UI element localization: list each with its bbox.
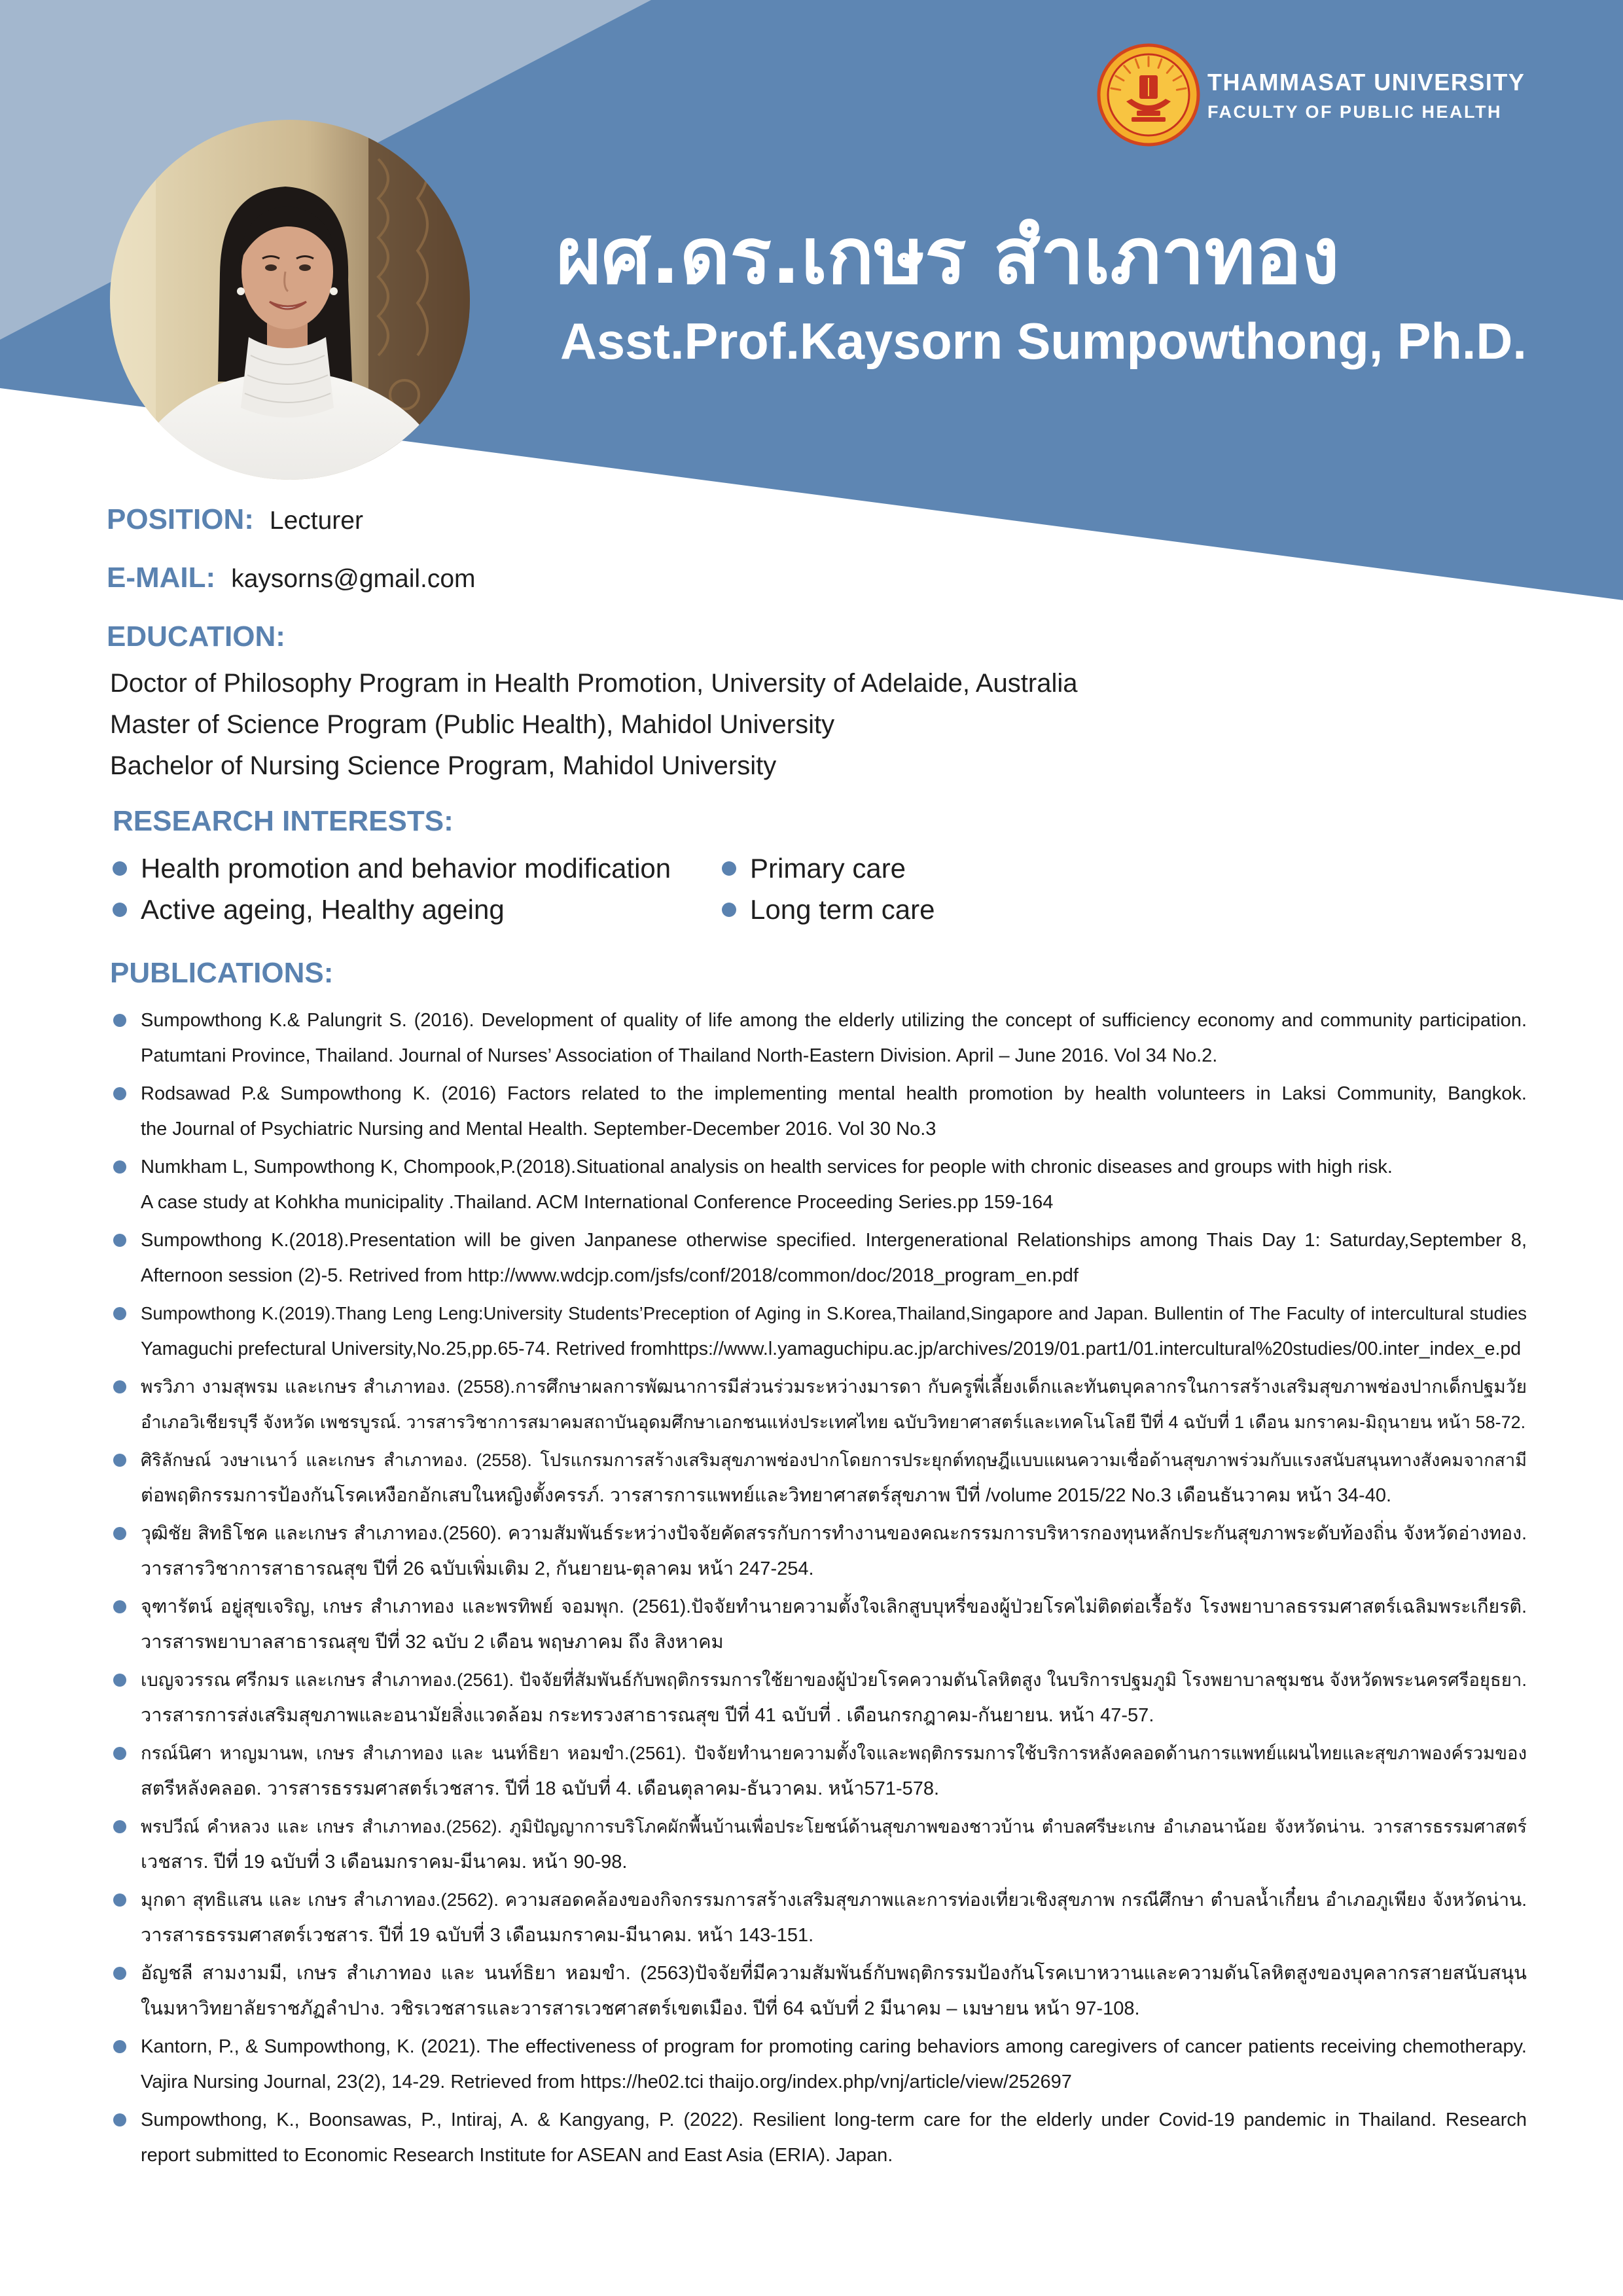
- publication-item: [113, 1736, 1533, 1809]
- publications-heading: PUBLICATIONS:: [110, 957, 334, 989]
- education-heading: EDUCATION:: [107, 620, 285, 653]
- research-interest-item: [722, 889, 1311, 930]
- publication-item: [113, 1809, 1533, 1882]
- publication-line: [141, 1698, 1528, 1733]
- publication-text: จุฑารัตน์ อยู่สุขเจริญ, เกษร สำเภาทอง และพรทิพย์ จอมพุก. (2561).ปัจจัยทำนายความตั้งใจเลิกสูบบุหรี่ของผู้ป่วยโรคไม่ติดต่อเรื้อรัง โรงพยาบาลธรรมศาสตร์เฉลิมพระเกียรติ.: [141, 1596, 1527, 1617]
- publication-line: [141, 1516, 1528, 1551]
- publication-text: วารสารพยาบาลสาธารณสุข ปีที่ 32 ฉบับ 2 เดือน พฤษภาคม ถึง สิงหาคม: [141, 1632, 724, 1653]
- publications-list: [113, 1003, 1533, 2176]
- position-label: POSITION:: [107, 503, 254, 535]
- bullet-icon: [113, 1674, 126, 1687]
- publication-text: the Journal of Psychiatric Nursing and Mental Health. September-December 2016. Vol 30 No.3: [141, 1119, 936, 1139]
- publication-text: กรณ์นิศา หาญมานพ, เกษร สำเภาทอง และ นนท์ธิยา หอมขำ.(2561). ปัจจัยทำนายความตั้งใจและพฤติกรรมการใช้บริการหลังคลอดด้านการแพทย์แผนไทยและสุขภาพองค์รวมของ: [141, 1743, 1527, 1763]
- education-item: [110, 704, 1550, 745]
- publication-text: มุกดา สุทธิแสน และ เกษร สำเภาทอง.(2562). ความสอดคล้องของกิจกรรมการสร้างเสริมสุขภาพและการท่องเที่ยวเชิงสุขภาพ กรณีศึกษา ตำบลน้ำเกี๋ยน อำเภอภูเพียง จังหวัดน่าน.: [141, 1890, 1527, 1910]
- university-name-text: THAMMASAT UNIVERSITY: [1207, 69, 1525, 96]
- publication-text: Sumpowthong K.(2019).Thang Leng Leng:University Students’Preception of Aging in S.Korea,Thailand,Singapore and Japan. Bullentin of The Faculty of intercultural studies: [141, 1303, 1527, 1323]
- publication-text: Kantorn, P., & Sumpowthong, K. (2021). The effectiveness of program for promoting caring behaviors among caregivers of cancer patients receiving chemotherapy.: [141, 2036, 1527, 2057]
- publication-line: [141, 1844, 1528, 1880]
- publication-text: วารสารการส่งเสริมสุขภาพและอนามัยสิ่งแวดล้อม กระทรวงสาธารณสุข ปีที่ 41 ฉบับที่ . เดือนกรกฎาคม-กันยายน. หน้า 47-57.: [141, 1705, 1154, 1726]
- research-interests-heading: RESEARCH INTERESTS:: [113, 805, 454, 837]
- bullet-icon: [113, 1014, 126, 1027]
- publication-line: [141, 1405, 1528, 1440]
- publication-text: อำเภอวิเชียรบุรี จังหวัด เพชรบูรณ์. วารสารวิชาการสมาคมสถาบันอุดมศึกษาเอกชนแห่งประเทศไทย ฉบับวิทยาศาสตร์และเทคโนโลยี ปีที่ 4 ฉบับที่ 1 เดือน มกราคม-มิถุนายน หน้า 58-72.: [141, 1412, 1526, 1432]
- name-english: [560, 305, 1529, 377]
- publication-text: Numkham L, Sumpowthong K, Chompook,P.(2018).Situational analysis on health services for people with chronic diseases and groups with high risk.: [141, 1157, 1393, 1177]
- publication-line: [141, 1076, 1528, 1111]
- publication-text: เวชสาร. ปีที่ 19 ฉบับที่ 3 เดือนมกราคม-มีนาคม. หน้า 90-98.: [141, 1852, 628, 1873]
- bullet-icon: [113, 1454, 126, 1467]
- education-item-text: Bachelor of Nursing Science Program, Mahidol University: [110, 751, 777, 780]
- publication-line: [141, 1149, 1528, 1185]
- publication-line: [141, 1185, 1528, 1220]
- publication-item: [113, 1296, 1533, 1369]
- publication-line: [141, 1624, 1528, 1660]
- publication-line: [141, 1331, 1528, 1367]
- faculty-name: [1207, 99, 1600, 124]
- profile-photo: [110, 120, 470, 480]
- publication-text: อัญชลี สามงามมี, เกษร สำเภาทอง และ นนท์ธิยา หอมขำ. (2563)ปัจจัยที่มีความสัมพันธ์กับพฤติกรรมป้องกันโรคเบาหวานและความดันโลหิตสูงของบุคลากรสายสนับสนุน: [141, 1963, 1527, 1984]
- bullet-icon: [113, 1820, 126, 1833]
- publication-line: [141, 1003, 1528, 1038]
- publication-line: [141, 1223, 1528, 1258]
- name-english-text: Asst.Prof.Kaysorn Sumpowthong, Ph.D.: [560, 314, 1527, 370]
- publication-line: [141, 1258, 1528, 1293]
- position-row: [107, 500, 363, 539]
- publication-item: [113, 1003, 1533, 1076]
- publication-item: [113, 1223, 1533, 1296]
- publication-line: [141, 1736, 1528, 1771]
- education-item-text: Master of Science Program (Public Health), Mahidol University: [110, 710, 835, 739]
- research-interest-item: [113, 889, 702, 930]
- publication-line: [141, 1478, 1528, 1513]
- publication-item: [113, 1516, 1533, 1589]
- publication-line: [141, 1296, 1528, 1331]
- publication-text: Sumpowthong K.(2018).Presentation will be given Janpanese otherwise specified. Intergenerational Relationships among Thais Day 1: Saturday,September 8,: [141, 1230, 1527, 1251]
- publication-text: Sumpowthong K.& Palungrit S. (2016). Development of quality of life among the elderly utilizing the concept of sufficiency economy and community participation.: [141, 1010, 1527, 1031]
- email-value: kaysorns@gmail.com: [231, 565, 476, 593]
- publication-line: [141, 1956, 1528, 1991]
- faculty-name-text: FACULTY OF PUBLIC HEALTH: [1207, 102, 1502, 122]
- bullet-icon: [113, 1967, 126, 1980]
- publication-line: [141, 1882, 1528, 1918]
- name-thai: [556, 200, 1525, 312]
- education-item: [110, 663, 1550, 704]
- email-row: [107, 558, 476, 598]
- publication-text: Afternoon session (2)-5. Retrived from http://www.wdcjp.com/jsfs/conf/2018/common/doc/2018_program_en.pdf: [141, 1265, 1079, 1286]
- publication-line: [141, 2029, 1528, 2064]
- publication-text: เบญจวรรณ ศรีกมร และเกษร สำเภาทอง.(2561). ปัจจัยที่สัมพันธ์กับพฤติกรรมการใช้ยาของผู้ป่วยโรคความดันโลหิตสูง ในบริการปฐมภูมิ โรงพยาบาลชุมชน จังหวัดพระนครศรีอยุธยา.: [141, 1670, 1527, 1690]
- bullet-icon: [113, 1893, 126, 1907]
- publication-line: [141, 1809, 1528, 1844]
- publication-text: พรปวีณ์ คำหลวง และ เกษร สำเภาทอง.(2562). ภูมิปัญญาการบริโภคผักพื้นบ้านเพื่อประโยชน์ด้านสุขภาพของชาวบ้าน ตำบลศรีษะเกษ อำเภอนาน้อย จังหวัดน่าน. วารสารธรรมศาสตร์: [141, 1817, 1527, 1837]
- publication-text: Sumpowthong, K., Boonsawas, P., Intiraj, A. & Kangyang, P. (2022). Resilient long-term care for the elderly under Covid-19 pandemic in Thailand. Research: [141, 2109, 1527, 2130]
- research-interest-text: Primary care: [750, 853, 906, 884]
- publication-line: [141, 1551, 1528, 1587]
- bullet-icon: [113, 1234, 126, 1247]
- publication-line: [141, 1111, 1528, 1147]
- publication-text: Rodsawad P.& Sumpowthong K. (2016) Factors related to the implementing mental health promotion by health volunteers in Laksi Community, Bangkok.: [141, 1083, 1527, 1104]
- publication-text: ศิริลักษณ์ วงษาเนาว์ และเกษร สำเภาทอง. (2558). โปรแกรมการสร้างเสริมสุขภาพช่องปากโดยการประยุกต์ทฤษฎีแบบแผนความเชื่อด้านสุขภาพร่วมกับแรงสนับสนุนทางสังคมจากสามี: [141, 1450, 1527, 1470]
- publication-item: [113, 1882, 1533, 1956]
- education-item-text: Doctor of Philosophy Program in Health Promotion, University of Adelaide, Australia: [110, 669, 1078, 698]
- name-thai-text: ผศ.ดร.เกษร สำเภาทอง: [556, 211, 1340, 301]
- publication-line: [141, 1662, 1528, 1698]
- bullet-icon: [113, 903, 127, 917]
- publication-item: [113, 1589, 1533, 1662]
- publication-item: [113, 1956, 1533, 2029]
- education-item: [110, 745, 1550, 787]
- publication-item: [113, 1443, 1533, 1516]
- publication-line: [141, 1589, 1528, 1624]
- position-value: Lecturer: [269, 507, 363, 535]
- bullet-icon: [722, 861, 736, 876]
- publication-line: [141, 1991, 1528, 2026]
- bullet-icon: [113, 1087, 126, 1100]
- publication-line: [141, 1443, 1528, 1478]
- research-interest-item: [113, 848, 702, 889]
- publication-text: วารสารวิชาการสาธารณสุข ปีที่ 26 ฉบับเพิ่มเติม 2, กันยายน-ตุลาคม หน้า 247-254.: [141, 1558, 814, 1579]
- publication-item: [113, 1149, 1533, 1223]
- bullet-icon: [113, 1747, 126, 1760]
- bullet-icon: [113, 1527, 126, 1540]
- bullet-icon: [722, 903, 736, 917]
- publication-line: [141, 2064, 1528, 2100]
- publication-line: [141, 1918, 1528, 1953]
- bullet-icon: [113, 1380, 126, 1393]
- thammasat-emblem-icon: [1096, 43, 1201, 147]
- publication-item: [113, 1662, 1533, 1736]
- bullet-icon: [113, 1600, 126, 1613]
- research-interest-text: Active ageing, Healthy ageing: [141, 894, 505, 925]
- university-name: [1207, 66, 1600, 99]
- publication-text: วุฒิชัย สิทธิโชค และเกษร สำเภาทอง.(2560). ความสัมพันธ์ระหว่างปัจจัยคัดสรรกับการทำงานของคณะกรรมการบริหารกองทุนหลักประกันสุขภาพระดับท้องถิ่น จังหวัดอ่างทอง.: [141, 1523, 1527, 1544]
- publication-text: Patumtani Province, Thailand. Journal of Nurses’ Association of Thailand North-Eastern Division. April – June 2016. Vol 34 No.2.: [141, 1045, 1218, 1066]
- publication-text: พรวิภา งามสุพรม และเกษร สำเภาทอง. (2558).การศึกษาผลการพัฒนาการมีส่วนร่วมระหว่างมารดา กับครูพี่เลี้ยงเด็กและทันตบุคลากรในการสร้างเสริมสุขภาพช่องปากเด็กปฐมวัย: [141, 1376, 1527, 1397]
- publication-item: [113, 1369, 1533, 1443]
- publication-text: สตรีหลังคลอด. วารสารธรรมศาสตร์เวชสาร. ปีที่ 18 ฉบับที่ 4. เดือนตุลาคม-ธันวาคม. หน้า571-578.: [141, 1778, 940, 1799]
- publication-text: A case study at Kohkha municipality .Thailand. ACM International Conference Proceeding Series.pp 159-164: [141, 1192, 1054, 1213]
- publication-line: [141, 2102, 1528, 2138]
- publication-line: [141, 1369, 1528, 1405]
- bullet-icon: [113, 1160, 126, 1174]
- research-interest-text: Long term care: [750, 894, 935, 925]
- publication-item: [113, 2102, 1533, 2176]
- bullet-icon: [113, 1307, 126, 1320]
- publication-text: ในมหาวิทยาลัยราชภัฏลำปาง. วชิรเวชสารและวารสารเวชศาสตร์เขตเมือง. ปีที่ 64 ฉบับที่ 2 มีนาคม – เมษายน หน้า 97-108.: [141, 1998, 1140, 2019]
- publication-text: Yamaguchi prefectural University,No.25,pp.65-74. Retrived fromhttps://www.l.yamaguchipu.ac.jp/archives/2019/01.part1/01.intercultural%20studies/00.inter_index_e.pd: [141, 1338, 1522, 1359]
- publication-text: Vajira Nursing Journal, 23(2), 14-29. Retrieved from https://he02.tci thaijo.org/index.php/vnj/article/view/252697: [141, 2072, 1072, 2092]
- publication-text: ต่อพฤติกรรมการป้องกันโรคเหงือกอักเสบในหญิงตั้งครรภ์. วารสารการแพทย์และวิทยาศาสตร์สุขภาพ ปีที่ /volume 2015/22 No.3 เดือนธันวาคม หน้า 34-40.: [141, 1485, 1392, 1506]
- email-label: E-MAIL:: [107, 562, 216, 594]
- bullet-icon: [113, 2113, 126, 2126]
- bullet-icon: [113, 2040, 126, 2053]
- bullet-icon: [113, 861, 127, 876]
- publication-line: [141, 1038, 1528, 1073]
- research-interest-item: [722, 848, 1311, 889]
- research-interest-text: Health promotion and behavior modification: [141, 853, 671, 884]
- publication-line: [141, 2138, 1528, 2173]
- publication-line: [141, 1771, 1528, 1806]
- publication-text: report submitted to Economic Research Institute for ASEAN and East Asia (ERIA). Japan.: [141, 2145, 893, 2166]
- publication-item: [113, 1076, 1533, 1149]
- publication-text: วารสารธรรมศาสตร์เวชสาร. ปีที่ 19 ฉบับที่ 3 เดือนมกราคม-มีนาคม. หน้า 143-151.: [141, 1925, 814, 1946]
- publication-item: [113, 2029, 1533, 2102]
